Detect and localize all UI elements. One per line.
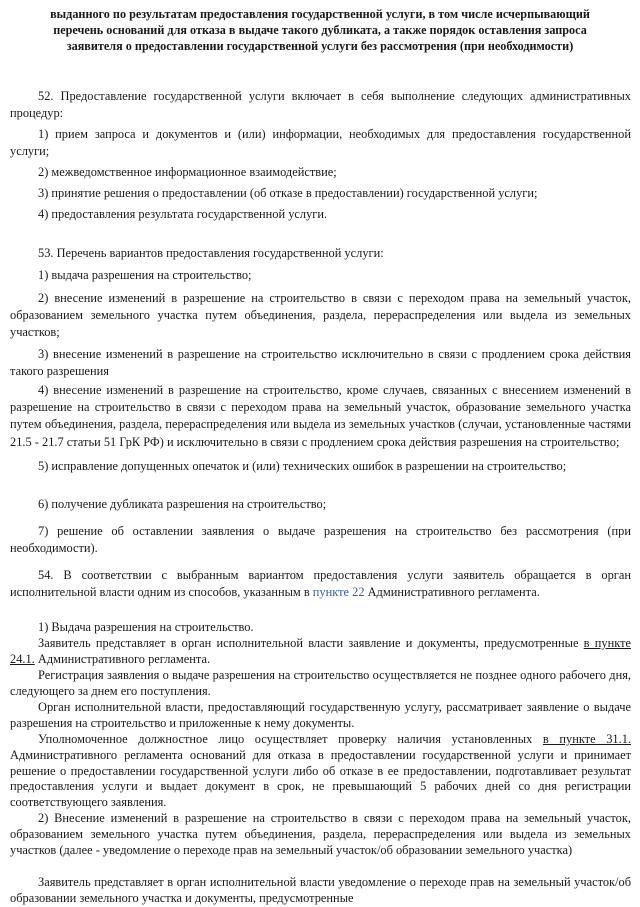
subsection-2-para-1: 2) Внесение изменений в разрешение на строительство в связи с переходом права на земельный участок, образованием земельного участка путем объединения, раздела, перераспределения или выдела из земельных участков (далее - уведомление о переходе прав на земельный участок/об образовании земельного участка): [10, 811, 631, 857]
paragraph-52-intro: 52. Предоставление государственной услуги включает в себя выполнение следующих административных процедур:: [10, 89, 631, 121]
paragraph-53-item-2: 2) внесение изменений в разрешение на строительство в связи с переходом права на земельный участок, образованием земельного участка путем объединения, раздела, перераспределения или выдела из земельных участков;: [10, 291, 631, 340]
subsection-1-para-1: Заявитель представляет в орган исполнительной власти заявление и документы, предусмотренные в пункте 24.1. Административного регламента.: [10, 636, 631, 666]
section-heading: выданного по результатам предоставления государственной услуги, в том числе исчерпывающий перечень оснований для отказа в выдаче такого дубликата, а также порядок оставления запроса заявителя о предоставлении государственной услуги без рассмотрения (при необходимости): [50, 7, 590, 53]
paragraph-53-item-4: 4) внесение изменений в разрешение на строительство, кроме случаев, связанных с внесением изменений в разрешение на строительство в связи с переходом права на земельный участок, образование земельного участка путем объединения, раздела, перераспределения или выдела из земельных участков (случаи, установленные частями 21.5 - 21.7 статьи 51 ГрК РФ) и исключительно в связи с продлением срока действия разрешения на строительство;: [10, 383, 631, 449]
paragraph-52-item-3: 3) принятие решения о предоставлении (об отказе в предоставлении) государственной услуги;: [38, 186, 538, 200]
link-punkt-22[interactable]: пункте 22: [312, 585, 365, 600]
paragraph-53-intro: 53. Перечень вариантов предоставления государственной услуги:: [38, 246, 384, 260]
subsection-1-para-2: Регистрация заявления о выдаче разрешения на строительство осуществляется не позднее одного рабочего дня, следующего за днем его поступления.: [10, 668, 631, 698]
subsection-2-para-2: Заявитель представляет в орган исполнительной власти уведомление о переходе прав на земельный участок/об образовании земельного участка и документы, предусмотренные: [10, 875, 631, 905]
paragraph-52-item-2: 2) межведомственное информационное взаимодействие;: [38, 165, 337, 179]
paragraph-53-item-1: 1) выдача разрешения на строительство;: [38, 268, 252, 282]
link-punkt-24-1[interactable]: в пункте 24.1.: [10, 636, 631, 666]
subsection-1-title: 1) Выдача разрешения на строительство.: [38, 620, 254, 634]
subsection-1-para-3: Орган исполнительной власти, предоставляющий государственную услугу, рассматривает заявление о выдаче разрешения на строительство и приложенные к нему документы.: [10, 700, 631, 730]
paragraph-53-item-5: 5) исправление допущенных опечаток и (или) технических ошибок в разрешении на строительство;: [38, 459, 567, 473]
paragraph-54-intro: 54. В соответствии с выбранным вариантом предоставления услуги заявитель обращается в орган исполнительной власти одним из способов, указанным в пункте 22 Административного регламента.: [10, 568, 631, 600]
subsection-1-para-4: Уполномоченное должностное лицо осуществляет проверку наличия установленных в пункте 31.1. Административного регламента оснований для отказа в предоставлении государственной услуги и принимает решение о предоставлении государственной услуги либо об отказе в ее предоставлении, подготавливает результат предоставления услуги и выдает документ в срок, не превышающий 5 рабочих дней со дня регистрации соответствующего заявления.: [10, 732, 631, 810]
paragraph-53-item-6: 6) получение дубликата разрешения на строительство;: [38, 497, 327, 511]
link-punkt-31-1[interactable]: в пункте 31.1.: [542, 732, 631, 746]
paragraph-53-item-3: 3) внесение изменений в разрешение на строительство исключительно в связи с продлением срока действия такого разрешения: [10, 347, 631, 379]
paragraph-53-item-7: 7) решение об оставлении заявления о выдаче разрешения на строительство без рассмотрения (при необходимости).: [10, 524, 631, 556]
paragraph-52-item-4: 4) предоставления результата государственной услуги.: [38, 207, 328, 221]
paragraph-52-item-1: 1) прием запроса и документов и (или) информации, необходимых для предоставления государственной услуги;: [10, 127, 631, 159]
